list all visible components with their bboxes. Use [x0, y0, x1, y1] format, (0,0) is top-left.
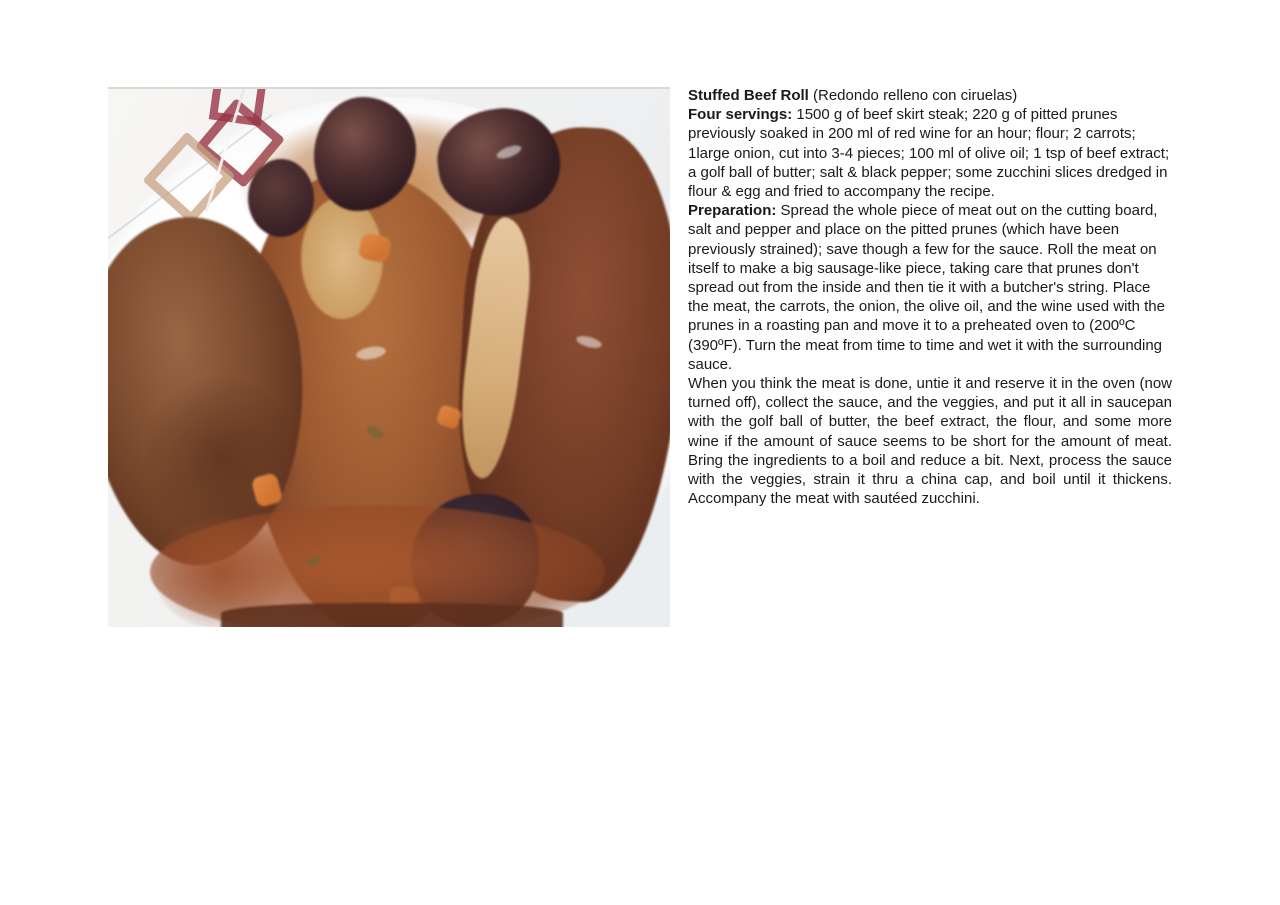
finishing-paragraph	[688, 374, 1172, 508]
prune-blob	[248, 159, 314, 237]
servings-label: Four servings:	[688, 106, 793, 124]
food-bottom-edge	[221, 603, 563, 627]
recipe-text-column	[688, 86, 1172, 508]
servings-paragraph	[688, 105, 1172, 201]
finishing-text: When you think the meat is done, untie it and reserve it in the oven (now turned off), collect the sauce, and the veggies, and put it all in saucepan with the golf ball of butter, the beef extract, the flour, and some more wine if the amount of sauce seems to be short for the amount of meat. Bring the ingredients to a boil and reduce a bit. Next, process the sauce with the veggies, strain it thru a china cap, and boil until it thickens. Accompany the meat with sautéed zucchini.	[688, 375, 1172, 508]
recipe-title-english: Stuffed Beef Roll	[688, 87, 809, 104]
servings-text: 1500 g of beef skirt steak; 220 g of pitted prunes previously soaked in 200 ml of red wine for an hour; flour; 2 carrots; 1large onion, cut into 3-4 pieces; 100 ml of olive oil; 1 tsp of beef extract; a golf ball of butter; salt & black pepper; some zucchini slices dredged in flour & egg and fried to accompany the recipe.	[688, 106, 1170, 201]
recipe-photo	[108, 87, 670, 627]
preparation-text: Spread the whole piece of meat out on the cutting board, salt and pepper and place on the pitted prunes (which have been previously strained); save though a few for the sauce. Roll the meat on itself to make a big sausage-like piece, taking care that prunes don't spread out from the inside and then tie it with a butcher's string. Place the meat, the carrots, the onion, the olive oil, and the wine used with the prunes in a roasting pan and move it to a preheated oven to (200ºC (390ºF). Turn the meat from time to time and wet it with the surrounding sauce.	[688, 202, 1165, 373]
preparation-label: Preparation:	[688, 202, 777, 220]
preparation-paragraph	[688, 201, 1172, 374]
food-layer	[108, 89, 670, 627]
recipe-title	[688, 86, 1172, 105]
recipe-title-spanish: (Redondo relleno con ciruelas)	[813, 87, 1018, 104]
